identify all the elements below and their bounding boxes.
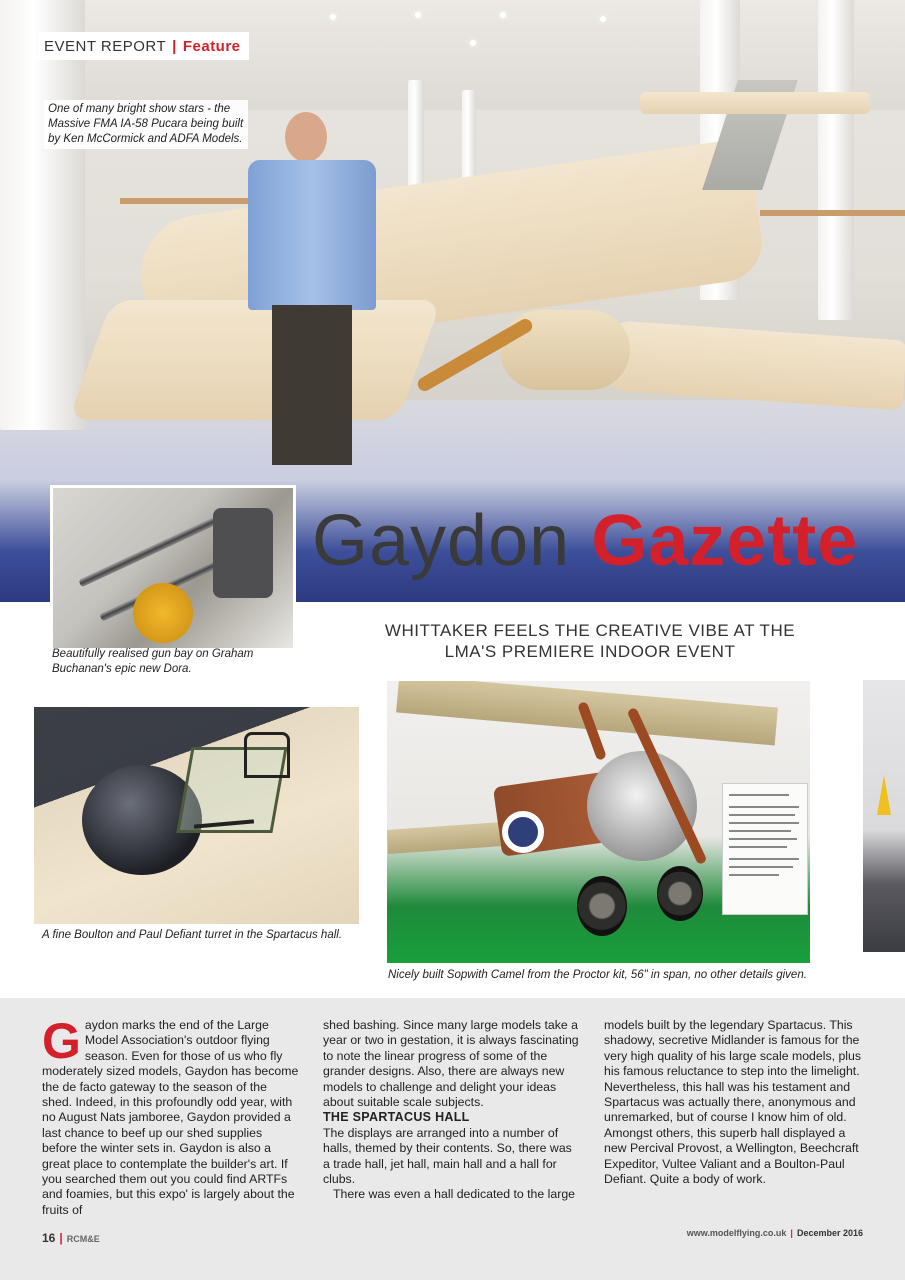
placard-line xyxy=(729,846,787,848)
placard-line xyxy=(729,866,793,868)
turret-photo xyxy=(34,707,359,924)
info-placard xyxy=(722,783,808,915)
gun-bay-photo xyxy=(50,485,296,651)
page-number: 16 xyxy=(42,1231,56,1245)
placard-line xyxy=(729,794,789,796)
section-subhead: THE SPARTACUS HALL xyxy=(323,1110,470,1125)
folio-separator: | xyxy=(59,1231,63,1245)
article-title xyxy=(312,500,858,582)
wheel xyxy=(657,866,703,921)
website-link[interactable]: www.modelflying.co.uk xyxy=(686,1228,787,1238)
footer-separator: | xyxy=(790,1228,793,1238)
pillar xyxy=(818,0,854,320)
pillar xyxy=(0,0,85,430)
issue-date: December 2016 xyxy=(796,1228,863,1238)
body-column-3 xyxy=(604,1018,862,1187)
wet-floor-sign xyxy=(877,775,891,815)
footer-right xyxy=(687,1228,863,1238)
roundel xyxy=(502,811,544,853)
ammo-drum xyxy=(133,583,193,643)
hero-caption: One of many bright show stars - the Massive FMA IA-58 Pucara being built by Ken McCormick and ADFA Models. xyxy=(44,100,248,149)
drop-cap: G xyxy=(42,1013,81,1069)
handrail xyxy=(120,198,260,204)
placard-line xyxy=(729,806,799,808)
section-tag xyxy=(38,32,249,60)
body-column-2 xyxy=(323,1018,581,1203)
turret-caption: A fine Boulton and Paul Defiant turret in the Spartacus hall. xyxy=(42,929,343,941)
page-folio xyxy=(42,1231,100,1245)
publication-name: RCM&E xyxy=(66,1234,100,1244)
body-column-1 xyxy=(42,1013,300,1218)
ceiling-light xyxy=(600,16,606,22)
canopy-frame xyxy=(244,732,290,778)
aircraft-wing-right xyxy=(598,319,905,410)
handrail xyxy=(760,210,905,216)
placard-line xyxy=(729,838,797,840)
section-label: EVENT REPORT xyxy=(44,37,167,55)
body-text: shed bashing. Since many large models take a year or two in gestation, it is always fascinating to note the linear progress of some of the grander designs. Also, there are always new models to challenge and delight your ideas about suitable scale subjects. xyxy=(323,1018,579,1110)
body-text: There was even a hall dedicated to the large xyxy=(333,1187,575,1202)
placard-line xyxy=(729,814,795,816)
title-bold-word: Gazette xyxy=(591,501,859,581)
gun-breech xyxy=(213,508,273,598)
placard-line xyxy=(729,822,799,824)
ceiling-light xyxy=(470,40,476,46)
camel-caption: Nicely built Sopwith Camel from the Proctor kit, 56" in span, no other details given. xyxy=(388,969,807,981)
aircraft-wing-left xyxy=(68,300,442,420)
article-subtitle: WHITTAKER FEELS THE CREATIVE VIBE AT THE LMA'S PREMIERE INDOOR EVENT xyxy=(384,621,796,661)
ceiling-light xyxy=(500,12,506,18)
aircraft-tailplane xyxy=(640,92,870,114)
cropped-photo xyxy=(863,680,905,952)
wheel xyxy=(577,876,627,936)
body-text: models built by the legendary Spartacus. This shadowy, secretive Midlander is famous for the very high quality of his large scale models, plus his famous reluctance to step into the limelight. Nevertheless, this hall was his testament and Spartacus was actually there, anonymous and unremarked, but of course I know him of old. Amongst others, this superb hall displayed a new Percival Provost, a Wellington, Beechcraft Expeditor, Vultee Valiant and a Boulton-Paul Defiant. Quite a body of work. xyxy=(604,1018,861,1187)
title-light-word: Gaydon xyxy=(312,501,571,581)
body-text: aydon marks the end of the Large Model Association's outdoor flying season. Even for those of us who fly moderately sized models, Gaydon has become the de facto gateway to the season of the shed. Indeed, in this profoundly odd year, with no August Nats jamboree, Gaydon provided a last chance to beef up our shed supplies before the winter sets in. Gaydon is also a great place to contemplate the builder's art. If you searched them out you could find ARTFs and foamies, but this expo' is largely about the fruits of xyxy=(42,1018,299,1217)
ceiling-light xyxy=(415,12,421,18)
person-shirt xyxy=(248,160,376,310)
placard-line xyxy=(729,858,799,860)
category-label: Feature xyxy=(182,37,241,55)
placard-line xyxy=(729,874,779,876)
placard-line xyxy=(729,830,791,832)
section-separator: | xyxy=(172,37,177,55)
person-head xyxy=(285,112,327,162)
person-trousers xyxy=(272,305,352,465)
ceiling-light xyxy=(330,14,336,20)
body-text: The displays are arranged into a number of halls, themed by their contents. So, there was a trade hall, jet hall, main hall and a hall for clubs. xyxy=(323,1125,572,1187)
gun-bay-caption: Beautifully realised gun bay on Graham Buchanan's epic new Dora. xyxy=(52,648,254,675)
